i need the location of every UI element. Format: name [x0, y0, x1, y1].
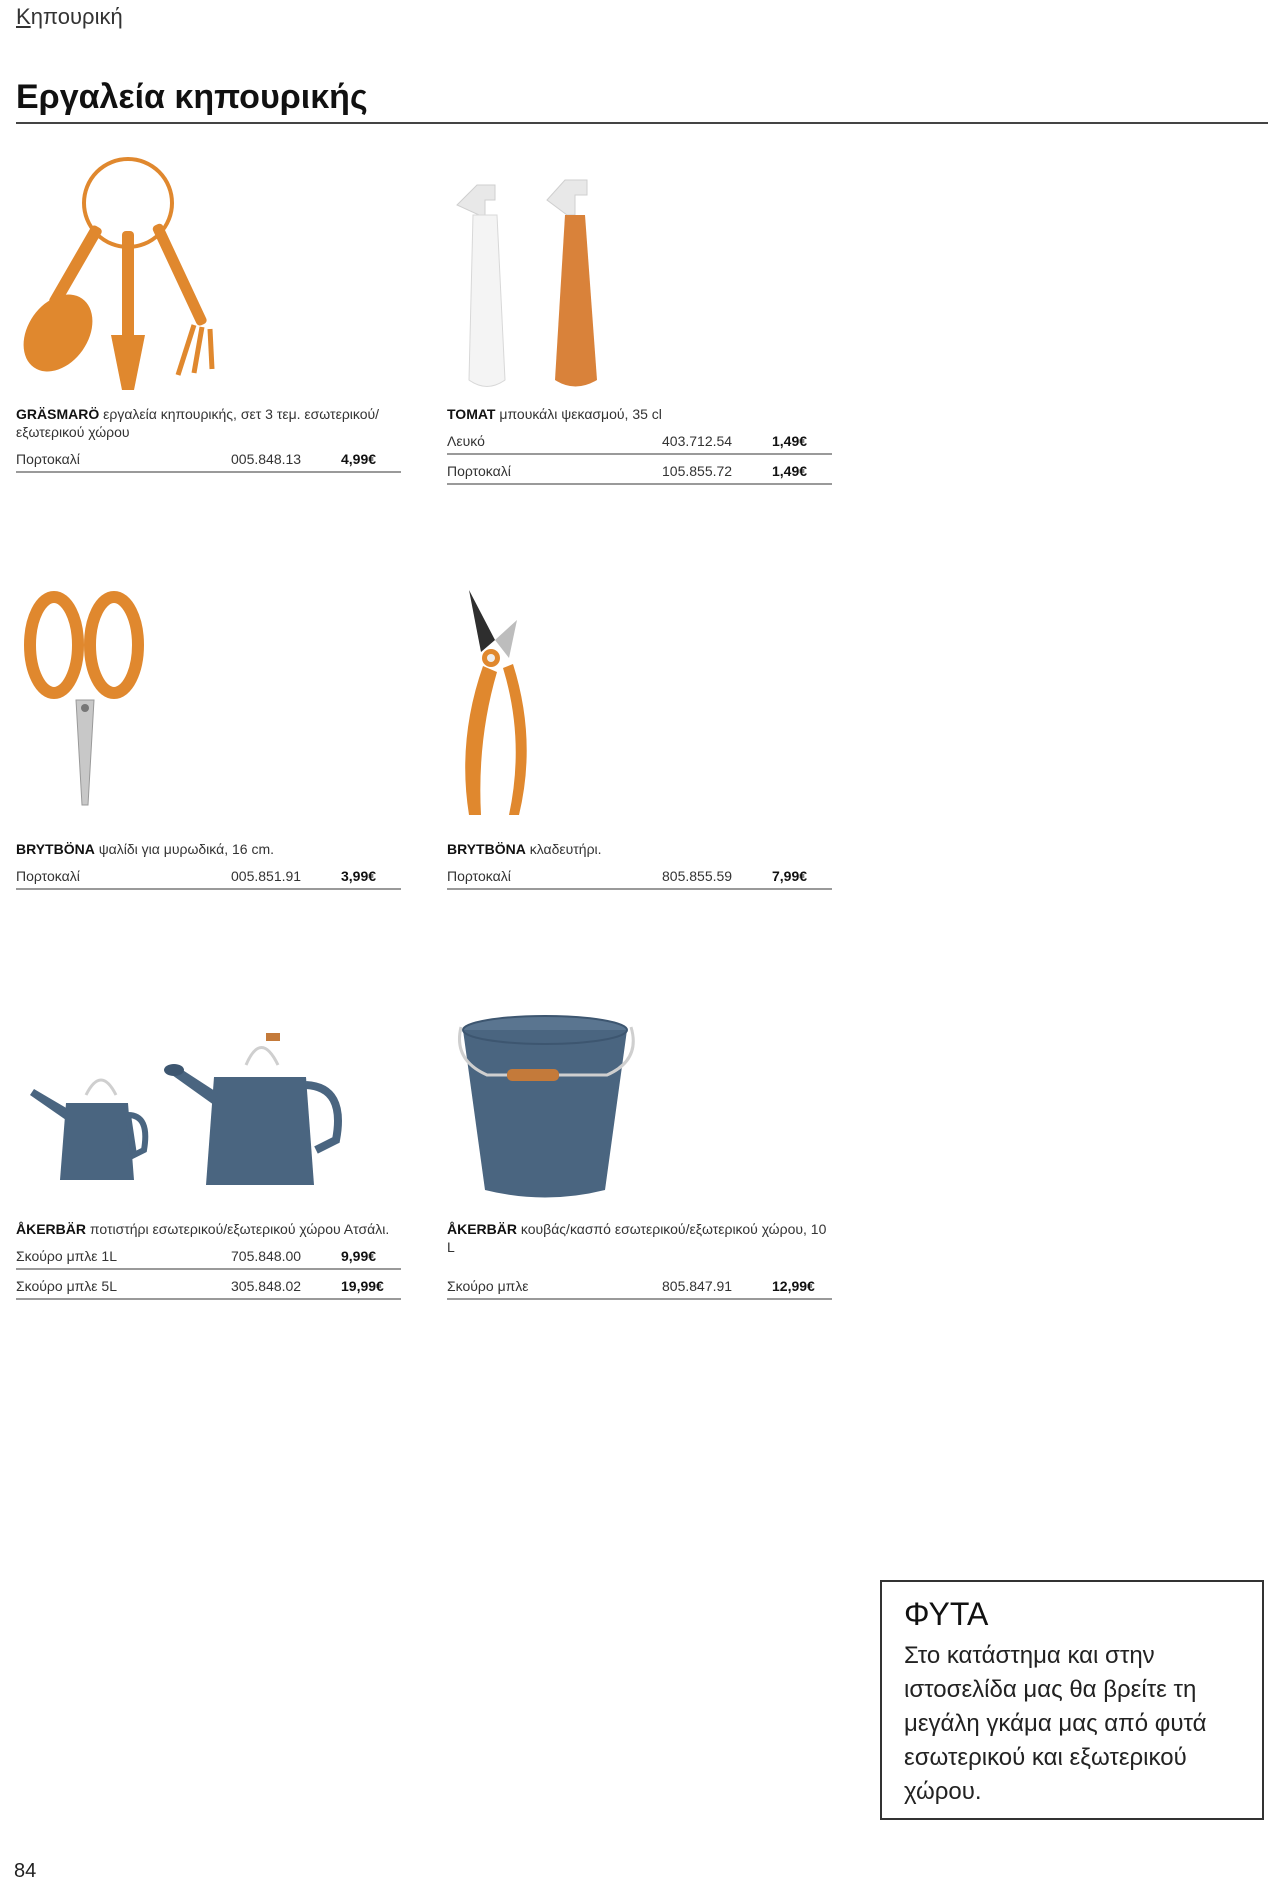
product-akerbar-watering-can — [16, 1025, 401, 1304]
variant-price: 7,99€ — [772, 868, 808, 884]
product-image — [16, 590, 401, 840]
product-tomat — [447, 155, 832, 489]
product-brand: GRÄSMARÖ — [16, 406, 100, 422]
variant-code: 005.848.13 — [231, 451, 302, 467]
variant-name: Σκούρο μπλε 5L — [16, 1278, 117, 1294]
section-label: Κηπουρική — [16, 4, 123, 29]
product-description — [447, 1220, 832, 1256]
product-desc-text: εργαλεία κηπουρικής, σετ 3 τεμ. εσωτερικού/εξωτερικού χώρου — [16, 406, 380, 440]
variant-row — [16, 447, 401, 473]
variant-price: 19,99€ — [341, 1278, 384, 1294]
watering-can-icon — [16, 1025, 346, 1215]
variant-price: 3,99€ — [341, 868, 377, 884]
variant-code: 105.855.72 — [662, 463, 733, 479]
product-description — [16, 840, 401, 858]
variant-code: 305.848.02 — [231, 1278, 302, 1294]
variant-row — [447, 1274, 832, 1300]
variant-row — [16, 1274, 401, 1300]
variant-code: 705.848.00 — [231, 1248, 302, 1264]
variant-price: 9,99€ — [341, 1248, 377, 1264]
plants-info-box — [880, 1580, 1264, 1820]
variant-name: Λευκό — [447, 433, 485, 449]
variant-row — [447, 429, 832, 455]
product-brytbona-scissors — [16, 590, 401, 894]
variant-price: 12,99€ — [772, 1278, 815, 1294]
product-image — [16, 1025, 401, 1220]
product-image — [16, 155, 401, 405]
variant-code: 805.855.59 — [662, 868, 733, 884]
product-desc-text: ψαλίδι για μυρωδικά, 16 cm. — [98, 841, 275, 857]
product-description — [447, 840, 832, 858]
product-description — [16, 405, 401, 441]
product-brand: BRYTBÖNA — [16, 841, 95, 857]
product-brand: ÅKERBÄR — [447, 1221, 517, 1237]
product-desc-text: ποτιστήρι εσωτερικού/εξωτερικού χώρου Ατσάλι. — [89, 1221, 390, 1237]
product-description — [16, 1220, 401, 1238]
variant-name: Σκούρο μπλε 1L — [16, 1248, 117, 1264]
variant-name: Πορτοκαλί — [447, 868, 511, 884]
variant-price: 1,49€ — [772, 463, 808, 479]
product-brytbona-pruner — [447, 580, 832, 894]
variant-row — [16, 1244, 401, 1270]
variant-code: 005.851.91 — [231, 868, 302, 884]
variant-price: 1,49€ — [772, 433, 808, 449]
product-grasmaro — [16, 155, 401, 477]
variant-code: 403.712.54 — [662, 433, 733, 449]
info-box-title: ΦΥΤΑ — [904, 1596, 989, 1632]
page-number: 84 — [14, 1860, 37, 1882]
bucket-icon — [447, 1005, 647, 1205]
variant-price: 4,99€ — [341, 451, 377, 467]
pruning-shears-icon — [447, 580, 567, 830]
product-brand: TOMAT — [447, 406, 496, 422]
variant-name: Πορτοκαλί — [16, 868, 80, 884]
variant-row — [447, 864, 832, 890]
variant-name: Πορτοκαλί — [16, 451, 80, 467]
page-title: Εργαλεία κηπουρικής — [16, 78, 368, 116]
variant-row — [16, 864, 401, 890]
variant-row — [447, 459, 832, 485]
variant-name: Σκούρο μπλε — [447, 1278, 529, 1294]
product-akerbar-bucket — [447, 1005, 832, 1304]
product-image — [447, 1005, 832, 1220]
product-image — [447, 580, 832, 840]
product-desc-text: κουβάς/κασπό εσωτερικού/εξωτερικού χώρου, 10 L — [447, 1221, 827, 1255]
product-desc-text: μπουκάλι ψεκασμού, 35 cl — [499, 406, 662, 422]
product-description — [447, 405, 832, 423]
spray-bottle-icon — [447, 155, 647, 405]
herb-scissors-icon — [16, 590, 156, 820]
variant-name: Πορτοκαλί — [447, 463, 511, 479]
garden-tools-set-icon — [16, 155, 246, 405]
product-brand: BRYTBÖNA — [447, 841, 526, 857]
product-brand: ÅKERBÄR — [16, 1221, 86, 1237]
info-box-text: Στο κατάστημα και στην ιστοσελίδα μας θα βρείτε τη μεγάλη γκάμα μας από φυτά εσωτερικού και εξωτερικού χώρου. — [904, 1642, 1207, 1805]
title-divider — [16, 122, 1268, 124]
product-desc-text: κλαδευτήρι. — [529, 841, 602, 857]
variant-code: 805.847.91 — [662, 1278, 733, 1294]
product-image — [447, 155, 832, 405]
